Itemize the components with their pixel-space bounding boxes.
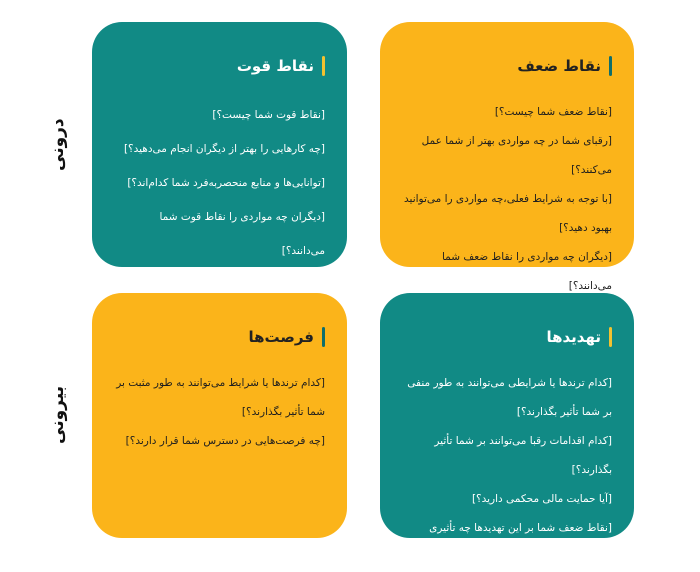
strengths-heading bbox=[114, 56, 325, 76]
list-item: [کدام ترندها یا شرایطی می‌توانند به طور منفی بر شما تأثیر بگذارند؟] bbox=[407, 377, 612, 418]
opportunities-card bbox=[92, 293, 347, 538]
list-item: [دیگران چه مواردی را نقاط ضعف شما می‌دانند؟] bbox=[441, 251, 612, 292]
title-accent-bar bbox=[322, 56, 325, 76]
title-accent-bar bbox=[609, 56, 612, 76]
opportunities-title: فرصت‌ها bbox=[248, 328, 314, 346]
internal-label: درونی bbox=[48, 118, 68, 172]
strengths-title: نقاط قوت bbox=[236, 57, 314, 75]
list-item: [توانایی‌ها و منابع منحصربه‌فرد شما کدام‌اند؟] bbox=[127, 177, 325, 189]
list-item: [نقاط ضعف شما بر این تهدیدها چه تأثیری می‌گذارند؟] bbox=[429, 522, 612, 563]
title-accent-bar bbox=[609, 327, 612, 347]
list-item: [دیگران چه مواردی را نقاط قوت شما می‌دانند؟] bbox=[159, 211, 325, 257]
list-item: [کدام ترندها یا شرایط می‌توانند به طور مثبت بر شما تأثیر بگذارند؟] bbox=[116, 377, 325, 418]
external-label: بیرونی bbox=[48, 385, 68, 445]
weaknesses-title: نقاط ضعف bbox=[517, 57, 601, 75]
weaknesses-card bbox=[380, 22, 634, 292]
weaknesses-heading bbox=[402, 56, 612, 76]
list-item: [رقبای شما در چه مواردی بهتر از شما عمل می‌کنند؟] bbox=[421, 135, 612, 176]
threats-heading bbox=[402, 327, 612, 347]
list-item: [با توجه به شرایط فعلی،چه مواردی را می‌توانید بهبود دهید؟] bbox=[404, 193, 612, 234]
list-item: [چه کارهایی را بهتر از دیگران انجام می‌دهید؟] bbox=[123, 143, 325, 155]
list-item: [چه فرصت‌هایی در دسترس شما قرار دارند؟] bbox=[125, 435, 325, 447]
list-item: [آیا حمایت مالی محکمی دارید؟] bbox=[471, 493, 612, 505]
opportunities-heading bbox=[114, 327, 325, 347]
title-accent-bar bbox=[322, 327, 325, 347]
strengths-card bbox=[92, 22, 347, 267]
list-item: [نقاط ضعف شما چیست؟] bbox=[494, 106, 612, 118]
threats-card bbox=[380, 293, 634, 563]
list-item: [کدام اقدامات رقبا می‌توانند بر شما تأثیر بگذارند؟] bbox=[434, 435, 612, 476]
threats-title: تهدیدها bbox=[546, 328, 601, 346]
list-item: [نقاط قوت شما چیست؟] bbox=[212, 109, 325, 121]
